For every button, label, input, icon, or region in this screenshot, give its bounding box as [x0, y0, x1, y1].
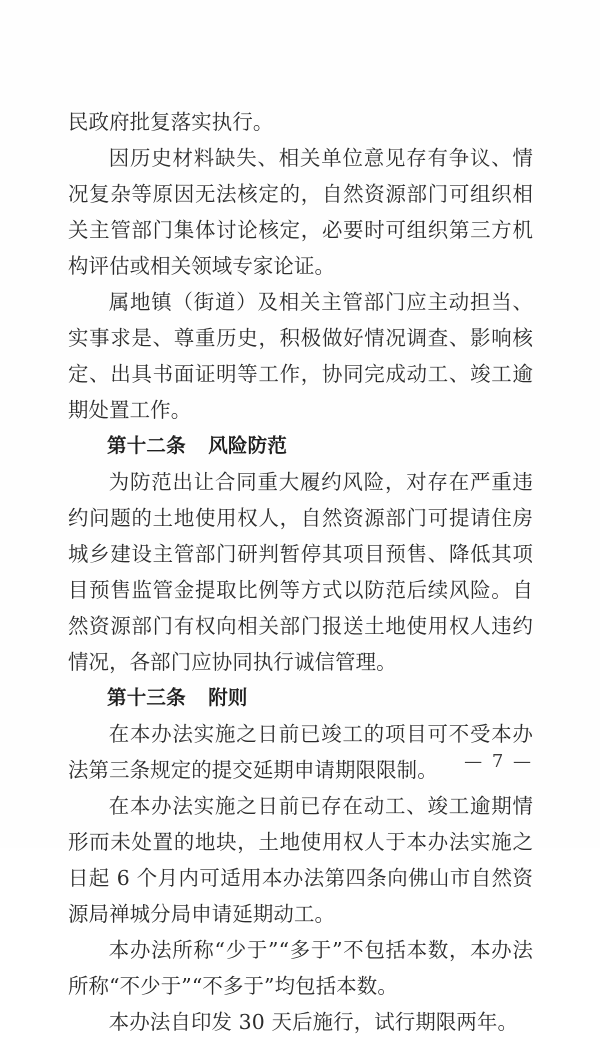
- body-paragraph: 在本办法实施之日前已存在动工、竣工逾期情形而未处置的地块，土地使用权人于本办法实施之日起 6 个月内可适用本办法第四条向佛山市自然资源局禅城分局申请延期动工。: [68, 794, 533, 926]
- body-paragraph: 民政府批复落实执行。: [68, 110, 274, 134]
- article-title: 附则: [208, 686, 248, 709]
- document-body: [68, 104, 533, 1040]
- body-paragraph: 属地镇（街道）及相关主管部门应主动担当、实事求是、尊重历史，积极做好情况调查、影响核定、出具书面证明等工作，协同完成动工、竣工逾期处置工作。: [68, 290, 533, 422]
- body-paragraph: 在本办法实施之日前已竣工的项目可不受本办法第三条规定的提交延期申请期限限制。: [68, 722, 533, 782]
- page-number: — 7 —: [464, 751, 533, 772]
- article-number: 第十二条: [107, 434, 186, 457]
- body-paragraph: 为防范出让合同重大履约风险，对存在严重违约问题的土地使用权人，自然资源部门可提请住房城乡建设主管部门研判暂停其项目预售、降低其项目预售监管金提取比例等方式以防范后续风险。自然资源部门有权向相关部门报送土地使用权人违约情况，各部门应协同执行诚信管理。: [68, 470, 533, 674]
- article-title: 风险防范: [208, 434, 288, 457]
- article-heading: [68, 428, 533, 464]
- body-paragraph: 本办法所称“少于”“多于”不包括本数，本办法所称“不少于”“不多于”均包括本数。: [68, 938, 533, 998]
- article-heading: [68, 680, 533, 716]
- body-paragraph: 本办法自印发 30 天后施行，试行期限两年。: [108, 1010, 519, 1034]
- body-paragraph: 因历史材料缺失、相关单位意见存有争议、情况复杂等原因无法核定的，自然资源部门可组织相关主管部门集体讨论核定，必要时可组织第三方机构评估或相关领域专家论证。: [68, 146, 533, 278]
- article-number: 第十三条: [107, 686, 186, 709]
